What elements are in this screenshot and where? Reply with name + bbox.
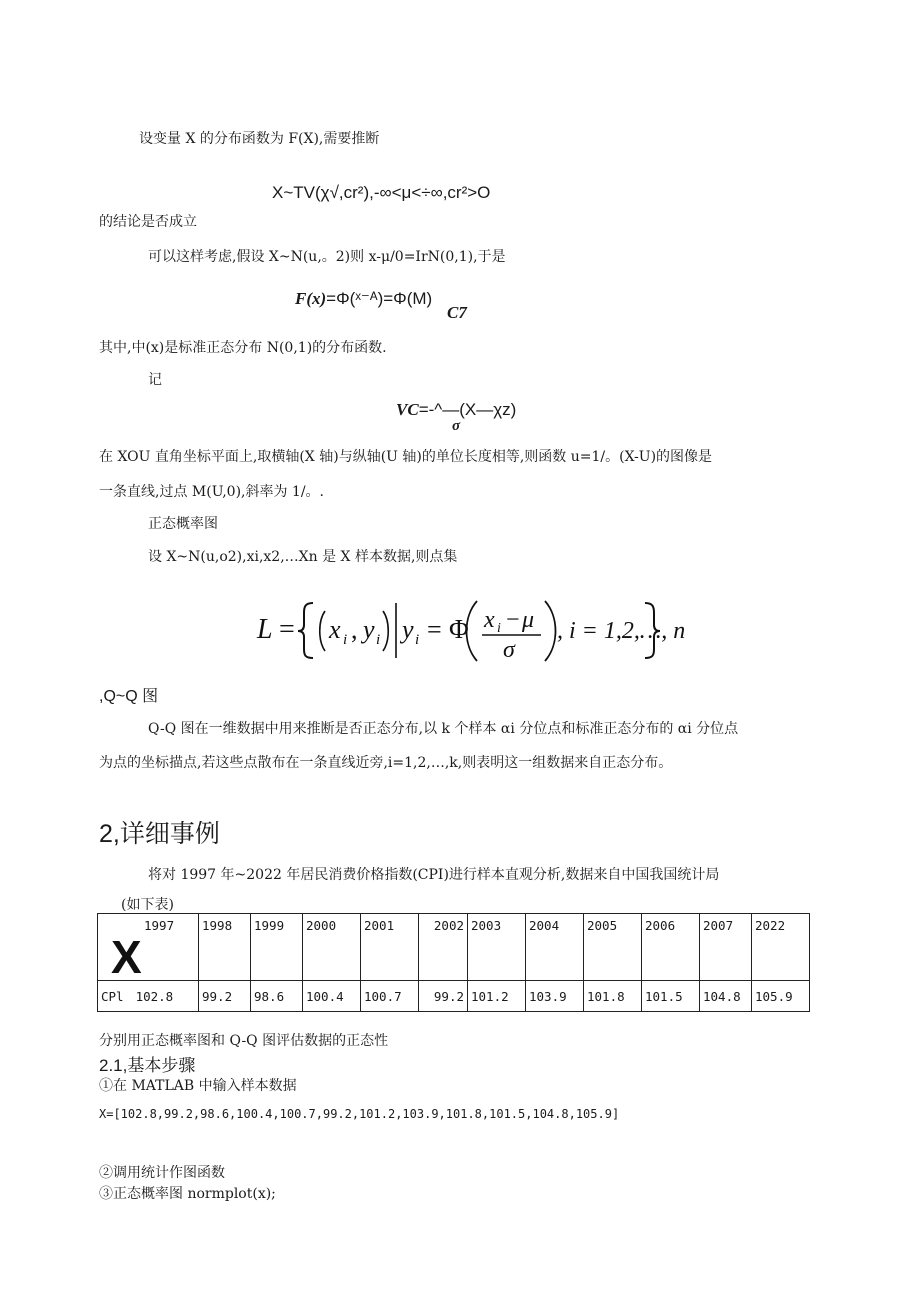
formula-num-x: x — [484, 607, 495, 633]
formula-yi-b: y — [402, 615, 414, 644]
assumption-text: 可以这样考虑,假设 X~N(u,。2)则 x-μ/0=IrN(0,1),于是 — [148, 249, 506, 265]
year-cell: 2006 — [642, 914, 700, 981]
value-cell: 101.5 — [642, 981, 700, 1012]
formula-right-paren — [383, 611, 388, 651]
matlab-code-line: X=[102.8,99.2,98.6,100.4,100.7,99.2,101.2,103.9,101.8,101.5,104.8,105.9] — [99, 1107, 620, 1121]
year-cell: 1999 — [251, 914, 303, 981]
formula-left-paren — [320, 611, 325, 651]
value-cell: 104.8 — [700, 981, 752, 1012]
year-cell: 2003 — [468, 914, 526, 981]
subsection-heading-steps: 2.1,基本步骤 — [99, 1056, 196, 1075]
formula-minus: − — [506, 607, 520, 633]
value-cell: 102.8 — [135, 988, 174, 1004]
qq-paragraph-line2: 为点的坐标描点,若这些点散布在一条直线近旁,i=1,2,…,k,则表明这一组数据来自正态分布。 — [99, 755, 673, 771]
year-cell: 2022 — [752, 914, 810, 981]
equation-vc-subscript: σ — [452, 418, 461, 434]
formula-mu: μ — [522, 607, 535, 633]
step-1: ①在 MATLAB 中输入样本数据 — [99, 1078, 297, 1094]
section-heading-example: 2,详细事例 — [99, 820, 220, 848]
year-cell: 2004 — [526, 914, 584, 981]
table-row-label — [98, 981, 199, 1012]
year-cell: 1997 — [144, 918, 175, 933]
formula-big-right-paren — [545, 601, 556, 661]
formula-index-range: , i = 1,2,…, n — [557, 618, 686, 644]
note-label: 记 — [148, 372, 162, 388]
value-cell: 101.2 — [468, 981, 526, 1012]
qq-paragraph-line1: Q-Q 图在一维数据中用来推断是否正态分布,以 k 个样本 αi 分位点和标准正态分布的 αi 分位点 — [148, 721, 739, 737]
value-cell: 99.2 — [419, 981, 468, 1012]
qq-heading: ,Q~Q 图 — [99, 688, 159, 705]
formula-phi: Φ — [449, 614, 469, 644]
formula-xi-sub: i — [343, 632, 348, 648]
equation-vc-rhs: =-^—(X—χz) — [418, 400, 517, 419]
equation-cdf-subscript: C7 — [447, 303, 467, 322]
value-cell: 105.9 — [752, 981, 810, 1012]
table-corner-cell — [98, 914, 199, 981]
coordinate-plane-text: 在 XOU 直角坐标平面上,取横轴(X 轴)与纵轴(U 轴)的单位长度相等,则函数 u=1/。(X-U)的图像是 — [99, 449, 713, 465]
normal-probability-heading: 正态概率图 — [148, 516, 218, 532]
formula-yi-a-sub: i — [376, 632, 381, 648]
formula-yi-a: y — [363, 615, 375, 644]
formula-left-brace — [298, 603, 313, 658]
assessment-text: 分别用正态概率图和 Q-Q 图评估数据的正态性 — [99, 1033, 389, 1049]
equation-cdf-lhs: F(x) — [295, 289, 327, 308]
value-cell: 98.6 — [251, 981, 303, 1012]
equation-cdf — [295, 289, 432, 309]
year-cell: 1998 — [199, 914, 251, 981]
cpi-table — [97, 913, 810, 1012]
value-cell: 103.9 — [526, 981, 584, 1012]
value-cell: 100.4 — [303, 981, 361, 1012]
formula-xi: x — [329, 615, 341, 644]
value-cell: 99.2 — [199, 981, 251, 1012]
year-cell: 2001 — [361, 914, 419, 981]
year-cell: 2000 — [303, 914, 361, 981]
year-cell: 2007 — [700, 914, 752, 981]
cpi-intro-text: 将对 1997 年~2022 年居民消费价格指数(CPI)进行样本直观分析,数据来自中国我国统计局 — [148, 867, 720, 883]
formula-equals: = — [279, 614, 295, 645]
year-cell: 2005 — [584, 914, 642, 981]
point-set-formula — [255, 595, 686, 665]
equation-vc-lhs: VC — [396, 400, 419, 419]
row-label-text: CPl — [101, 988, 124, 1004]
formula-yi-b-sub: i — [415, 632, 420, 648]
formula-comma: , — [351, 615, 358, 644]
conclusion-text: 的结论是否成立 — [99, 214, 197, 230]
formula-num-sub: i — [497, 621, 501, 636]
equation-cdf-rhs: =Φ(ˣ⁻ᴬ)=Φ(M) — [326, 289, 433, 308]
value-cell: 100.7 — [361, 981, 419, 1012]
table-corner-mark: X — [111, 931, 142, 983]
line-description-text: 一条直线,过点 M(U,0),斜率为 1/。. — [99, 484, 325, 500]
table-cpi-row — [98, 981, 810, 1012]
equation-distribution: X~TV(χ√,cr²),-∞<μ<÷∞,cr²>O — [272, 183, 491, 202]
sample-data-text: 设 X~N(u,o2),xi,x2,…Xn 是 X 样本数据,则点集 — [148, 549, 458, 565]
step-2: ②调用统计作图函数 — [99, 1165, 225, 1181]
formula-sigma: σ — [503, 637, 515, 663]
table-year-row — [98, 914, 810, 981]
value-cell: 101.8 — [584, 981, 642, 1012]
phi-definition-text: 其中,中(x)是标准正态分布 N(0,1)的分布函数. — [99, 340, 387, 356]
step-3: ③正态概率图 normplot(x); — [99, 1186, 276, 1202]
formula-L: L — [257, 614, 273, 645]
table-caption: (如下表) — [121, 897, 174, 913]
formula-equals-2: = — [427, 615, 442, 644]
year-cell: 2002 — [419, 914, 468, 981]
equation-vc — [396, 400, 516, 420]
intro-text: 设变量 X 的分布函数为 F(X),需要推断 — [139, 131, 380, 147]
